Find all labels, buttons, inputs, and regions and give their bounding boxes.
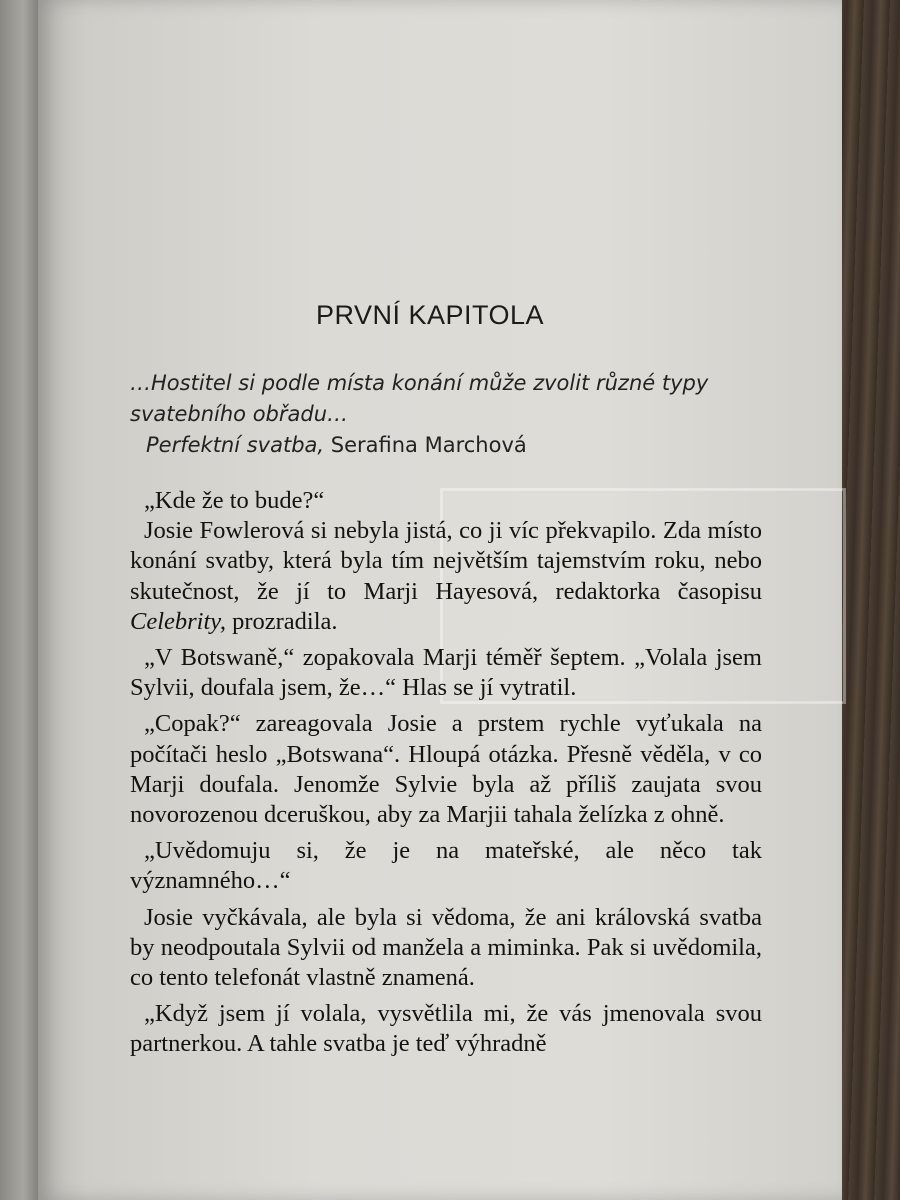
paragraph-3: „V Botswaně,“ zopakovala Marji téměř šeptem. „Volala jsem Sylvii, doufala jsem, že…“ Hlas se jí vytratil. xyxy=(130,644,762,702)
epigraph-source xyxy=(130,430,790,461)
epigraph-source-title: Perfektní svatba, xyxy=(146,433,325,457)
chapter-body xyxy=(130,486,762,1060)
paragraph-7: „Když jsem jí volala, vysvětlila mi, že vás jmenovala svou partnerkou. A tahle svatba je teď výhradně xyxy=(130,1000,762,1058)
paragraph-1: „Kde že to bude?“ xyxy=(144,487,325,514)
paragraph-2-text-a: Josie Fowlerová si nebyla jistá, co ji víc překvapilo. Zda místo konání svatby, která byla tím největším tajemstvím roku, nebo skutečnost, že jí to Marji Hayesová, redaktorka časopisu xyxy=(130,517,762,605)
epigraph xyxy=(130,368,790,461)
epigraph-source-author: Serafina Marchová xyxy=(324,433,527,457)
magazine-title: Celebrity, xyxy=(130,607,226,635)
paragraph-5: „Uvědomuju si, že je na mateřské, ale něco tak významného…“ xyxy=(130,837,762,895)
chapter-title: PRVNÍ KAPITOLA xyxy=(315,300,545,330)
wooden-table-background xyxy=(838,0,900,1200)
paragraph-6: Josie vyčkávala, ale byla si vědoma, že ani královská svatba by neodpoutala Sylvii od manžela a miminka. Pak si uvědomila, co tento telefonát vlastně znamená. xyxy=(130,903,762,992)
paragraph-2 xyxy=(130,516,762,637)
left-page-edge xyxy=(0,0,42,1200)
paragraph-2-text-c: prozradila. xyxy=(225,607,338,635)
epigraph-line-2: svatebního obřadu… xyxy=(130,402,349,426)
epigraph-line-1: …Hostitel si podle místa konání může zvolit různé typy xyxy=(130,371,709,395)
paragraph-4: „Copak?“ zareagovala Josie a prstem rychle vyťukala na počítači heslo „Botswana“. Hloupá otázka. Přesně věděla, v co Marji doufala. Jenomže Sylvie byla až příliš zaujata svou novorozenou dceruškou, aby za Marjii tahala želízka z ohně. xyxy=(130,710,762,829)
